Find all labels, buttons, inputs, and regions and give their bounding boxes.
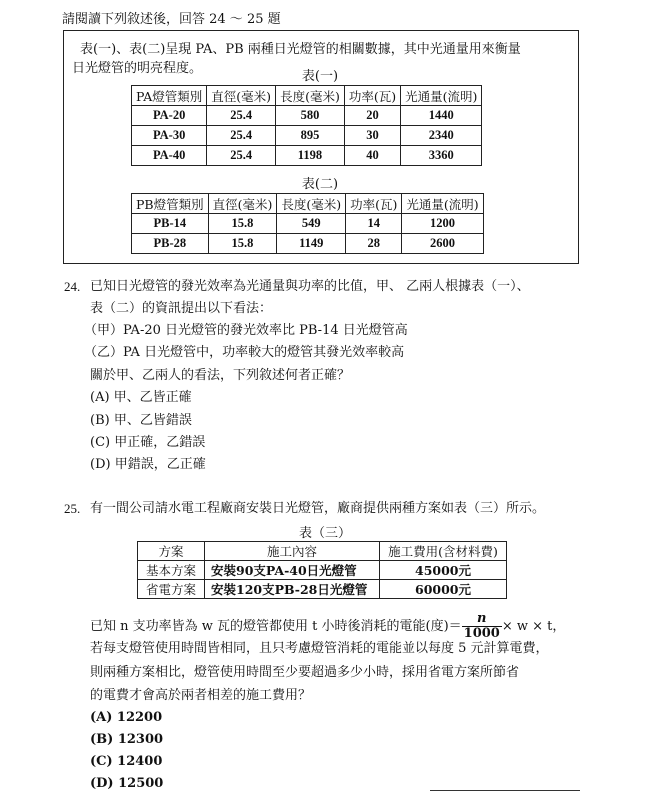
table-cell: 25.4 xyxy=(207,146,276,166)
fraction-denominator: 1000 xyxy=(463,626,500,641)
table3-caption: 表（三） xyxy=(298,526,351,541)
table-cell: 30 xyxy=(344,126,400,146)
table-cell: 20 xyxy=(344,106,400,126)
q24-claim-b: （乙）PA 日光燈管中，功率較大的燈管其發光效率較高 xyxy=(84,345,405,360)
table-cell: 基本方案 xyxy=(138,561,205,580)
table-cell: 安裝90支PA-40日光燈管 xyxy=(205,561,380,580)
table-row xyxy=(138,580,507,599)
table-cell: PA-40 xyxy=(132,146,207,166)
table-cell: 14 xyxy=(346,214,402,234)
table1-caption: 表(一) xyxy=(301,69,339,84)
table2-header: 直徑(毫米) xyxy=(208,194,277,214)
table-cell: 1198 xyxy=(276,146,345,166)
q24-number: 24. xyxy=(64,279,81,294)
table-cell: PA-20 xyxy=(132,106,207,126)
q24-option-c[interactable]: (C) 甲正確，乙錯誤 xyxy=(90,435,206,450)
table-cell: 580 xyxy=(276,106,345,126)
table-cell: 895 xyxy=(276,126,345,146)
table2-header-row xyxy=(132,194,484,214)
page-corner-line xyxy=(430,790,580,791)
table-cell: 25.4 xyxy=(207,126,276,146)
table-cell: 3360 xyxy=(401,146,482,166)
table1-header: PA燈管類別 xyxy=(132,86,207,106)
table-row xyxy=(132,126,482,146)
table3-header: 施工費用(含材料費) xyxy=(380,542,507,561)
energy-fraction xyxy=(462,612,502,641)
passage-line-1: 表(一)、表(二)呈現 PA、PB 兩種日光燈管的相關數據，其中光通量用來衡量 xyxy=(80,42,521,57)
q25-option-d[interactable]: (D) 12500 xyxy=(90,776,164,791)
table-cell: 15.8 xyxy=(208,234,277,254)
q24-option-d[interactable]: (D) 甲錯誤，乙正確 xyxy=(90,457,206,472)
table2-header: 長度(毫米) xyxy=(277,194,346,214)
q25-line-3: 若每支燈管使用時間皆相同，且只考慮燈管消耗的電能並以每度 5 元計算電費， xyxy=(90,641,549,656)
q25-number: 25. xyxy=(64,501,81,516)
table-cell: 40 xyxy=(344,146,400,166)
q25-option-b[interactable]: (B) 12300 xyxy=(90,732,164,747)
table1-header: 光通量(流明) xyxy=(401,86,482,106)
table-cell: PB-28 xyxy=(132,234,209,254)
q24-question: 關於甲、乙兩人的看法，下列敘述何者正確？ xyxy=(90,368,351,383)
table3-header: 方案 xyxy=(138,542,205,561)
table-cell: 1440 xyxy=(401,106,482,126)
table2-header: 功率(瓦) xyxy=(346,194,402,214)
table-cell: PB-14 xyxy=(132,214,209,234)
q25-line-1: 有一間公司請水電工程廠商安裝日光燈管，廠商提供兩種方案如表（三）所示。 xyxy=(90,501,546,516)
q24-option-a[interactable]: (A) 甲、乙皆正確 xyxy=(90,390,192,405)
q24-line-1: 已知日光燈管的發光效率為光通量與功率的比值，甲、 乙兩人根據表（一）、 xyxy=(90,279,530,294)
table-3 xyxy=(137,541,507,599)
table-row xyxy=(132,214,484,234)
table2-header: PB燈管類別 xyxy=(132,194,209,214)
table3-header: 施工內容 xyxy=(205,542,380,561)
q25-line-4: 則兩種方案相比，燈管使用時間至少要超過多少小時，採用省電方案所節省 xyxy=(90,665,520,680)
table-cell: 549 xyxy=(277,214,346,234)
passage-line-2: 日光燈管的明亮程度。 xyxy=(72,61,203,76)
q25-formula-line xyxy=(90,612,565,641)
table-cell: 1200 xyxy=(402,214,483,234)
q25-line-5: 的電費才會高於兩者相差的施工費用？ xyxy=(90,688,312,703)
table1-header: 長度(毫米) xyxy=(276,86,345,106)
table-cell: 45000元 xyxy=(380,561,507,580)
table1-header-row xyxy=(132,86,482,106)
table-cell: 28 xyxy=(346,234,402,254)
q24-claim-a: （甲）PA-20 日光燈管的發光效率比 PB-14 日光燈管高 xyxy=(84,323,408,338)
table-cell: 15.8 xyxy=(208,214,277,234)
table-row xyxy=(138,561,507,580)
table-cell: 安裝120支PB-28日光燈管 xyxy=(205,580,380,599)
table-cell: 1149 xyxy=(277,234,346,254)
q24-line-2: 表（二）的資訊提出以下看法： xyxy=(90,301,273,316)
table-1 xyxy=(131,85,482,166)
q25-option-c[interactable]: (C) 12400 xyxy=(90,754,163,769)
table-row xyxy=(132,234,484,254)
table-row xyxy=(132,106,482,126)
table1-header: 功率(瓦) xyxy=(344,86,400,106)
q25-formula-pre: 已知 n 支功率皆為 w 瓦的燈管都使用 t 小時後消耗的電能(度)＝ xyxy=(90,619,462,634)
table-cell: 2340 xyxy=(401,126,482,146)
table1-header: 直徑(毫米) xyxy=(207,86,276,106)
fraction-numerator: n xyxy=(477,611,487,626)
table-cell: 2600 xyxy=(402,234,483,254)
table-2 xyxy=(131,193,484,254)
q24-option-b[interactable]: (B) 甲、乙皆錯誤 xyxy=(90,413,192,428)
q25-formula-post: × w × t， xyxy=(501,619,566,634)
table-cell: 60000元 xyxy=(380,580,507,599)
q25-option-a[interactable]: (A) 12200 xyxy=(90,710,163,725)
table-cell: 省電方案 xyxy=(138,580,205,599)
table-row xyxy=(132,146,482,166)
table2-header: 光通量(流明) xyxy=(402,194,483,214)
table-cell: PA-30 xyxy=(132,126,207,146)
table2-caption: 表(二) xyxy=(301,177,339,192)
instruction-text: 請閱讀下列敘述後，回答 24 ～ 25 題 xyxy=(62,12,281,27)
table3-header-row xyxy=(138,542,507,561)
table-cell: 25.4 xyxy=(207,106,276,126)
